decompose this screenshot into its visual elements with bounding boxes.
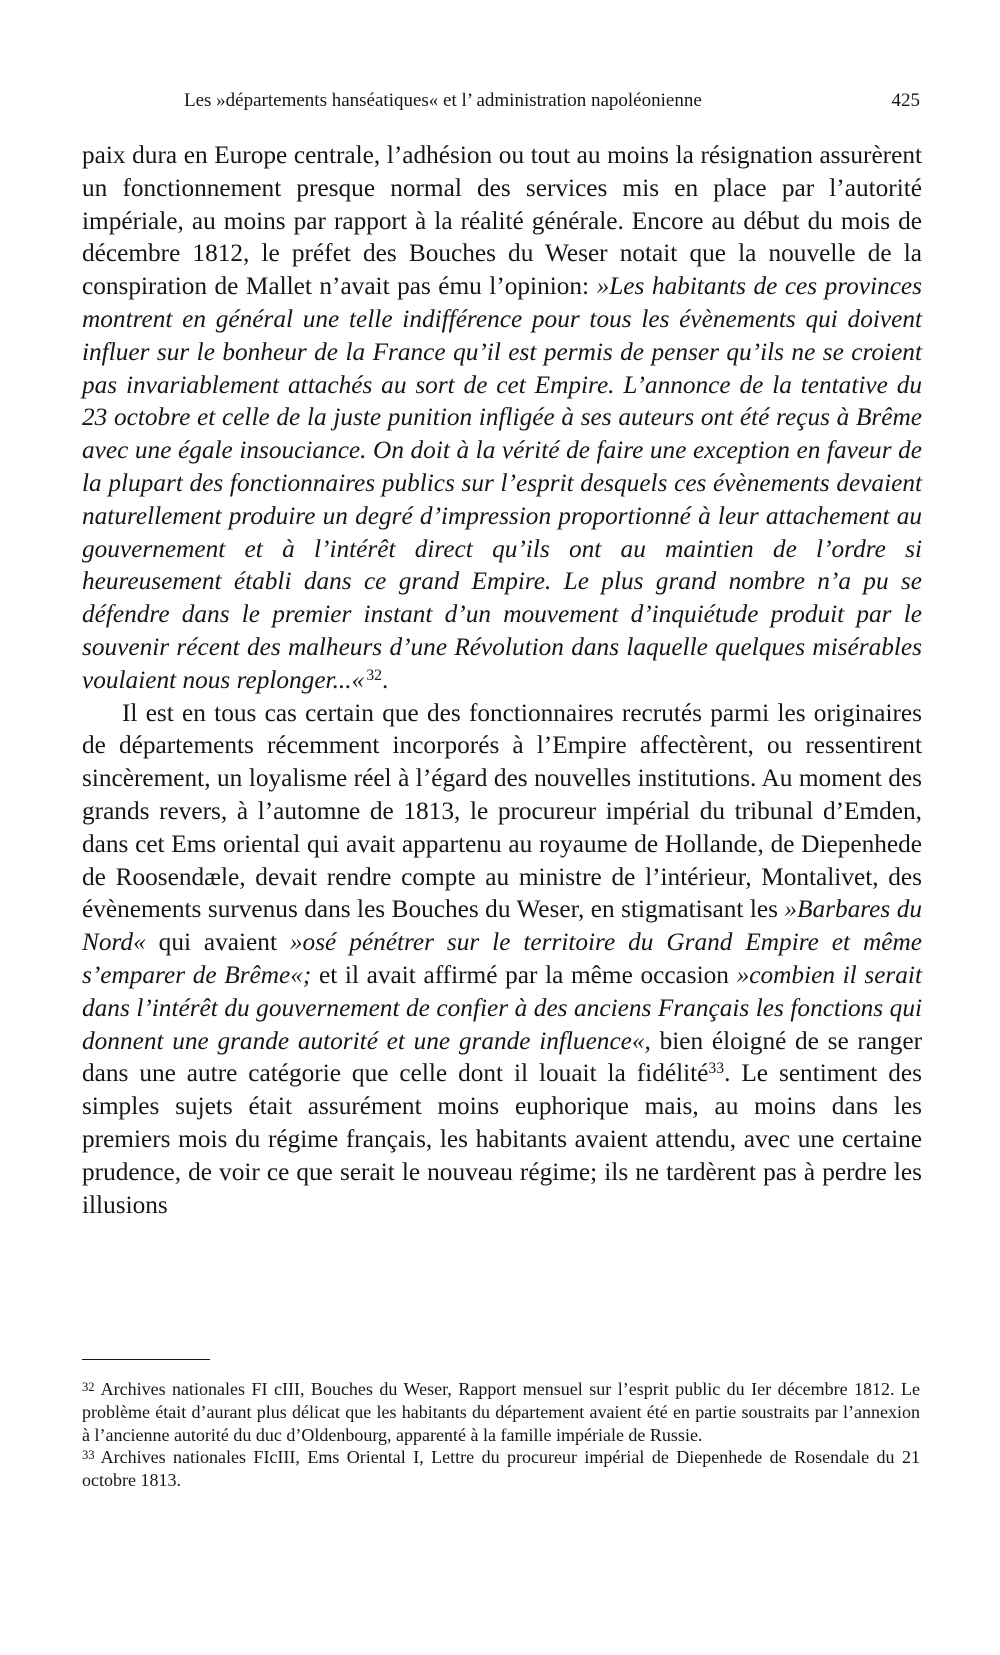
running-header — [84, 89, 920, 113]
prefect-quotation: »Les habitants de ces provinces montrent en général une telle indifférence pour tous les évènements qui doivent influer sur le bonheur de la France qu’il est permis de penser qu’ils ne se croient pas invariablement attachés au sort de cet Empire. L’annonce de la tentative du 23 octobre et celle de la juste punition infligée à ses auteurs ont été reçus à Brême avec une égale insouciance. On doit à la vérité de faire une exception en faveur de la plupart des fonctionnaires publics sur l’esprit desquels ces évènements devaient naturellement produire un degré d’impression proportionné à leur attachement au gouvernement et à l’intérêt direct qu’ils ont au maintien de l’ordre si heureusement établi dans ce grand Empire. Le plus grand nombre n’a pu se défendre dans le premier instant d’un mouvement d’inquiétude produit par le souvenir récent des malheurs d’une Révolution dans laquelle quelques misérables voulaient nous replonger...« — [82, 272, 922, 694]
quotation-barbares: »Barbares du Nord« — [82, 895, 922, 957]
footnote-ref-33: 33 — [708, 1060, 725, 1078]
paragraph-text-part: bien éloigné de se ranger dans une autre catégorie que celle dont il louait la fidélité — [82, 1026, 922, 1088]
paragraph-text-part: . Le sentiment des simples sujets était assurément moins euphorique mais, au moins dans les premiers mois du régime français, les habitants avaient attendu, avec une certaine prudence, de voir ce que serait le nouveau régime; ils ne tardèrent pas à perdre les illusions — [82, 1059, 922, 1219]
footnote-text: Archives nationales FI cIII, Bouches du Weser, Rapport mensuel sur l’esprit public du Ier décembre 1812. Le problème était d’aurant plus délicat que les habitants du département avaient été en partie soustraits par l’annexion à l’ancienne autorité du duc d’Oldenbourg, apparenté à la famille impériale de Russie. — [82, 1379, 920, 1445]
footnotes — [82, 1378, 920, 1492]
quotation-territoire: »osé pénétrer sur le territoire du Grand Empire et même s’emparer de Brême«; — [82, 928, 922, 989]
paragraph-intro: paix dura en Europe centrale, l’adhésion ou tout au moins la résignation assurèrent un fonctionnement presque normal des services mis en place par l’autorité impériale, au moins par rapport à la réalité générale. Encore au début du mois de décembre 1812, le préfet des Bouches du Weser notait que la nouvelle de la conspiration de Mallet n’avait pas ému l’opinion: — [82, 141, 922, 301]
page-number: 425 — [891, 90, 920, 111]
paragraph-text-part: qui avaient — [145, 928, 290, 957]
footnote-text: Archives nationales FIcIII, Ems Oriental I, Lettre du procureur impérial de Diepenhede de Rosendale du 21 octobre 1813. — [82, 1447, 920, 1491]
footnote-ref-32: 32 — [366, 666, 383, 684]
main-text — [82, 139, 922, 1221]
quotation-interet: »combien il serait dans l’intérêt du gouvernement de confier à des anciens Français les fonctions qui donnent une grande autorité et une grande influence«, — [82, 960, 922, 1055]
paragraph-text-part: et il avait affirmé par la même occasion — [311, 960, 737, 989]
paragraph-loyalism — [82, 697, 922, 1222]
running-title: Les »départements hanséatiques« et l’ administration napoléonienne — [184, 90, 702, 111]
paragraph-continued — [82, 139, 922, 697]
footnote-separator — [82, 1359, 210, 1360]
footnote-number: 33 — [82, 1447, 95, 1462]
footnote — [82, 1378, 920, 1446]
paragraph-text-part: Il est en tous cas certain que des fonctionnaires recrutés parmi les originaires de départements récemment incorporés à l’Empire affectèrent, ou ressentirent sincèrement, un loyalisme réel à l’égard des nouvelles institutions. Au moment des grands revers, à l’automne de 1813, le procureur impérial du tribunal d’Emden, dans cet Ems oriental qui avait appartenu au royaume de Hollande, de Diepenhede de Roosendæle, devait rendre compte au ministre de l’intérieur, Montalivet, des évènements survenus dans les Bouches du Weser, en stigmatisant les — [82, 698, 922, 924]
footnote-number: 32 — [82, 1379, 95, 1394]
paragraph-end: . — [382, 665, 389, 694]
footnote — [82, 1446, 920, 1492]
